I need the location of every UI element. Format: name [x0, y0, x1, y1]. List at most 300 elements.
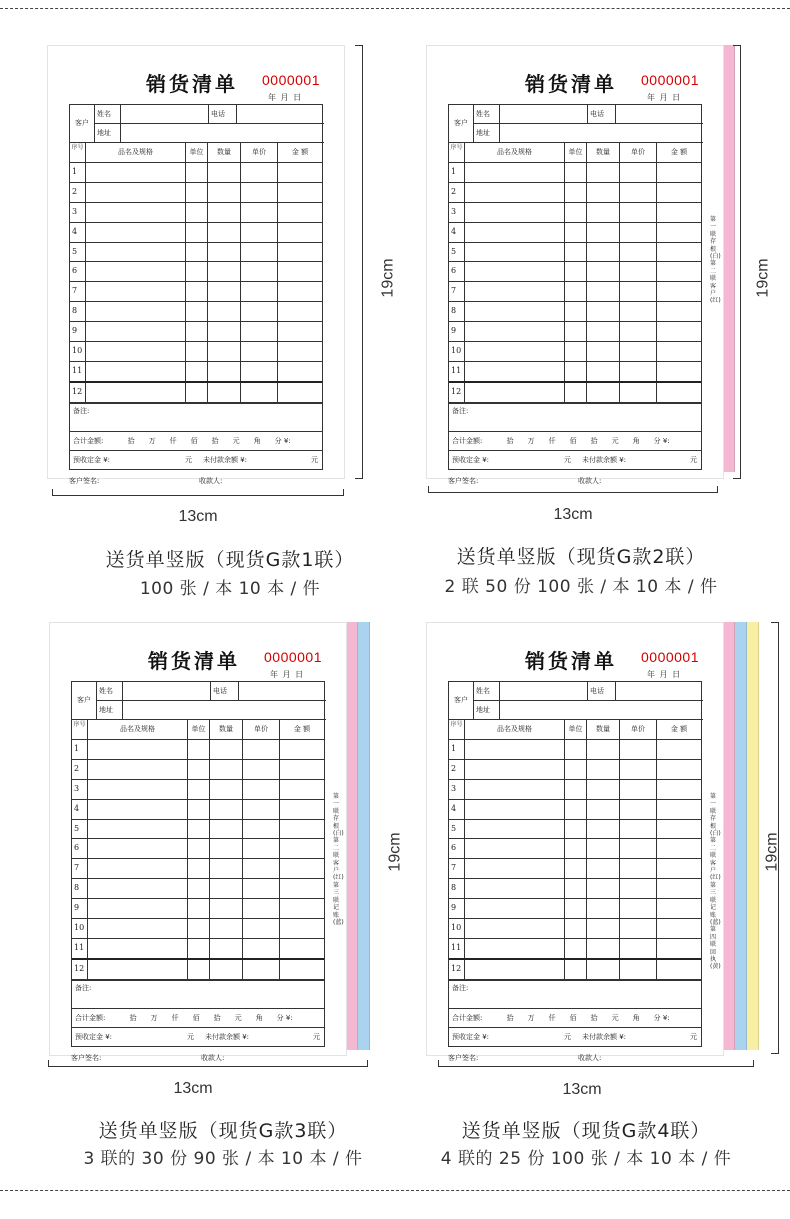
row-number: 10 [449, 919, 465, 938]
table-cell [88, 939, 188, 958]
table-cell [278, 322, 322, 341]
payee-label: 收款人: [199, 476, 223, 485]
note-label: 备注: [75, 983, 92, 992]
table-cell [243, 859, 280, 878]
table-cell [88, 760, 188, 779]
col-amount: 金 额 [293, 725, 311, 733]
table-row [70, 262, 322, 282]
table-cell [188, 859, 210, 878]
table-row [449, 342, 701, 362]
table-cell [243, 899, 280, 918]
total-label: 合计金额: [452, 1013, 483, 1022]
table-cell [657, 302, 701, 321]
table-cell [186, 342, 208, 361]
total-row [448, 432, 702, 451]
product-title: 送货单竖版（现货G款1联） [105, 549, 355, 571]
row-number: 5 [449, 243, 465, 262]
table-cell [657, 899, 701, 918]
yuan-label: 元 [690, 455, 697, 464]
phone-label: 电话 [588, 682, 616, 701]
table-cell [620, 919, 657, 938]
note-label: 备注: [452, 406, 469, 415]
col-unit: 单位 [565, 143, 587, 162]
table-cell [86, 223, 186, 242]
total-unit: 佰 [569, 1013, 577, 1022]
phone-field [239, 682, 326, 701]
table-row [70, 302, 322, 322]
table-cell [587, 362, 620, 381]
payee-label: 收款人: [201, 1053, 225, 1062]
table-cell [208, 322, 241, 341]
col-item: 品名及规格 [465, 143, 565, 162]
table-cell [587, 262, 620, 281]
row-number: 8 [449, 302, 465, 321]
total-unit: 角 [255, 1013, 263, 1022]
form-table [448, 681, 702, 1065]
name-label: 姓名 [474, 682, 500, 701]
table-row [72, 859, 324, 879]
table-cell [620, 740, 657, 759]
total-unit: 角 [632, 1013, 640, 1022]
table-cell [565, 859, 587, 878]
table-row [72, 780, 324, 800]
total-unit: 拾 [506, 436, 514, 445]
table-cell [657, 939, 701, 958]
paper-stack [426, 45, 736, 485]
col-seq: 序号 [72, 720, 88, 739]
address-label: 地址 [474, 124, 500, 143]
table-cell [188, 919, 210, 938]
table-row [72, 800, 324, 820]
table-row [449, 362, 701, 383]
table-row [449, 740, 701, 760]
unpaid-label: 未付款余额 ¥: [582, 455, 627, 464]
table-row [449, 879, 701, 899]
form-sheet [49, 622, 347, 1062]
table-cell [465, 879, 565, 898]
customer-sign-label: 客户签名: [448, 476, 479, 485]
total-unit: 分 ¥: [274, 436, 291, 445]
table-cell [188, 879, 210, 898]
total-unit: 拾 [127, 436, 135, 445]
table-row [70, 342, 322, 362]
table-cell [620, 383, 657, 402]
table-cell [565, 899, 587, 918]
table-row [449, 939, 701, 960]
table-row [449, 163, 701, 183]
name-label: 姓名 [474, 105, 500, 124]
table-cell [186, 322, 208, 341]
signature-row [71, 1053, 325, 1065]
height-ruler [740, 45, 741, 479]
table-cell [565, 839, 587, 858]
table-cell [208, 262, 241, 281]
table-cell [620, 780, 657, 799]
table-cell [565, 302, 587, 321]
row-number: 11 [449, 939, 465, 958]
table-cell [465, 939, 565, 958]
col-unit: 单位 [565, 720, 587, 739]
total-unit: 拾 [211, 436, 219, 445]
col-price: 单价 [241, 143, 278, 162]
table-cell [86, 203, 186, 222]
table-cell [587, 760, 620, 779]
note-row [448, 981, 702, 1009]
table-cell [587, 302, 620, 321]
table-cell [86, 383, 186, 402]
table-cell [280, 780, 324, 799]
row-number: 3 [70, 203, 86, 222]
deposit-row [71, 1028, 325, 1047]
col-seq: 序号 [70, 143, 86, 162]
row-number: 10 [72, 919, 88, 938]
table-cell [587, 939, 620, 958]
date-field: 年 月 日 [647, 93, 682, 102]
table-row [72, 899, 324, 919]
table-cell [208, 342, 241, 361]
table-cell [657, 960, 701, 979]
table-cell [465, 203, 565, 222]
table-cell [620, 939, 657, 958]
table-cell [565, 243, 587, 262]
table-row [449, 302, 701, 322]
table-cell [188, 780, 210, 799]
total-unit: 拾 [129, 1013, 137, 1022]
table-cell [587, 780, 620, 799]
total-unit: 元 [234, 1013, 242, 1022]
serial-number: 0000001 [641, 72, 700, 88]
table-cell [587, 243, 620, 262]
table-cell [188, 960, 210, 979]
col-unit: 单位 [188, 720, 210, 739]
product-spec: 100 张 / 本 10 本 / 件 [139, 579, 321, 599]
table-cell [657, 262, 701, 281]
table-cell [657, 383, 701, 402]
ply-note: 第一联存根(白) 第二联客户(红) 第三联记账(蓝) [333, 793, 344, 926]
product-spec: 2 联 50 份 100 张 / 本 10 本 / 件 [444, 577, 718, 597]
items-table [448, 720, 702, 981]
row-number: 5 [70, 243, 86, 262]
table-cell [465, 800, 565, 819]
total-label: 合计金额: [73, 436, 104, 445]
table-cell [278, 203, 322, 222]
table-cell [188, 899, 210, 918]
table-cell [280, 919, 324, 938]
table-cell [208, 362, 241, 381]
table-cell [186, 163, 208, 182]
table-cell [186, 282, 208, 301]
table-cell [278, 262, 322, 281]
deposit-label: 预收定金 ¥: [75, 1032, 113, 1041]
total-unit: 拾 [590, 1013, 598, 1022]
table-row [449, 243, 701, 263]
table-cell [620, 203, 657, 222]
row-number: 9 [70, 322, 86, 341]
total-unit: 佰 [190, 436, 198, 445]
width-label: 13cm [562, 1081, 602, 1098]
table-cell [565, 879, 587, 898]
table-cell [465, 740, 565, 759]
table-cell [465, 322, 565, 341]
form-title: 销货清单 [148, 649, 240, 673]
width-label: 13cm [173, 1080, 213, 1097]
table-row [70, 282, 322, 302]
phone-label: 电话 [588, 105, 616, 124]
table-cell [620, 879, 657, 898]
total-unit: 元 [611, 436, 619, 445]
col-seq: 序号 [449, 720, 465, 739]
table-cell [657, 223, 701, 242]
customer-label: 客户 [449, 682, 474, 720]
table-cell [86, 262, 186, 281]
signature-row [448, 476, 702, 488]
table-row [70, 203, 322, 223]
table-row [70, 223, 322, 243]
table-cell [587, 879, 620, 898]
table-cell [587, 740, 620, 759]
table-cell [243, 820, 280, 839]
table-cell [241, 362, 278, 381]
customer-sign-label: 客户签名: [69, 476, 100, 485]
deposit-row [448, 1028, 702, 1047]
product-title: 送货单竖版（现货G款3联） [98, 1120, 348, 1142]
table-cell [280, 960, 324, 979]
yuan-label: 元 [564, 1032, 571, 1041]
serial-number: 0000001 [264, 649, 323, 665]
customer-block [448, 104, 702, 143]
table-cell [241, 163, 278, 182]
note-row [71, 981, 325, 1009]
table-cell [657, 740, 701, 759]
table-cell [565, 223, 587, 242]
table-row [70, 243, 322, 263]
row-number: 1 [449, 163, 465, 182]
date-field: 年 月 日 [268, 93, 303, 102]
table-row [449, 183, 701, 203]
table-cell [86, 322, 186, 341]
table-cell [210, 879, 243, 898]
table-cell [88, 879, 188, 898]
table-cell [278, 223, 322, 242]
form-table [69, 104, 323, 488]
unpaid-label: 未付款余额 ¥: [203, 455, 248, 464]
total-unit: 仟 [548, 436, 556, 445]
table-cell [280, 879, 324, 898]
table-cell [465, 282, 565, 301]
address-label: 地址 [95, 124, 121, 143]
row-number: 1 [72, 740, 88, 759]
table-cell [657, 879, 701, 898]
address-field [121, 124, 324, 143]
form-sheet [426, 45, 724, 485]
row-number: 4 [70, 223, 86, 242]
name-field [500, 105, 588, 124]
table-row [449, 919, 701, 939]
table-cell [465, 362, 565, 381]
table-cell [465, 183, 565, 202]
table-cell [280, 839, 324, 858]
paper-stack [47, 45, 345, 485]
table-cell [186, 383, 208, 402]
table-row [72, 760, 324, 780]
table-cell [587, 342, 620, 361]
table-row [449, 780, 701, 800]
table-cell [620, 262, 657, 281]
table-cell [565, 362, 587, 381]
table-cell [88, 960, 188, 979]
table-cell [243, 800, 280, 819]
table-cell [186, 183, 208, 202]
table-cell [620, 322, 657, 341]
customer-label: 客户 [449, 105, 474, 143]
row-number: 6 [449, 839, 465, 858]
table-row [449, 859, 701, 879]
table-cell [465, 899, 565, 918]
table-cell [565, 960, 587, 979]
name-field [500, 682, 588, 701]
row-number: 12 [72, 960, 88, 979]
table-cell [465, 243, 565, 262]
row-number: 2 [70, 183, 86, 202]
form-title: 销货清单 [146, 72, 238, 96]
table-cell [88, 839, 188, 858]
table-cell [210, 899, 243, 918]
table-cell [620, 899, 657, 918]
row-number: 6 [70, 262, 86, 281]
yuan-label: 元 [187, 1032, 194, 1041]
col-qty: 数量 [587, 720, 620, 739]
items-header [449, 720, 701, 740]
table-row [72, 879, 324, 899]
table-cell [278, 243, 322, 262]
table-cell [278, 362, 322, 381]
table-cell [88, 740, 188, 759]
table-cell [188, 820, 210, 839]
table-cell [620, 859, 657, 878]
deposit-label: 预收定金 ¥: [452, 455, 490, 464]
table-cell [278, 282, 322, 301]
table-cell [243, 879, 280, 898]
table-cell [208, 163, 241, 182]
table-cell [657, 282, 701, 301]
form-title: 销货清单 [525, 649, 617, 673]
deposit-row [448, 451, 702, 470]
col-seq: 序号 [449, 143, 465, 162]
table-cell [241, 183, 278, 202]
table-cell [657, 362, 701, 381]
table-row [72, 740, 324, 760]
table-cell [657, 839, 701, 858]
table-cell [88, 800, 188, 819]
signature-row [448, 1053, 702, 1065]
top-divider [0, 8, 790, 9]
table-cell [657, 243, 701, 262]
table-cell [210, 760, 243, 779]
row-number: 3 [449, 203, 465, 222]
table-cell [657, 800, 701, 819]
table-cell [620, 760, 657, 779]
table-cell [241, 383, 278, 402]
row-number: 11 [72, 939, 88, 958]
width-label: 13cm [553, 506, 593, 523]
row-number: 5 [72, 820, 88, 839]
table-cell [86, 302, 186, 321]
row-number: 1 [449, 740, 465, 759]
table-cell [208, 243, 241, 262]
row-number: 11 [449, 362, 465, 381]
table-cell [587, 919, 620, 938]
table-row [449, 760, 701, 780]
table-cell [620, 342, 657, 361]
table-cell [587, 800, 620, 819]
total-unit: 佰 [192, 1013, 200, 1022]
table-cell [565, 919, 587, 938]
table-cell [210, 859, 243, 878]
row-number: 7 [449, 859, 465, 878]
table-cell [565, 282, 587, 301]
product-title: 送货单竖版（现货G款2联） [456, 546, 706, 568]
table-cell [465, 780, 565, 799]
table-cell [465, 820, 565, 839]
table-cell [186, 302, 208, 321]
col-price: 单价 [620, 143, 657, 162]
table-row [449, 322, 701, 342]
table-cell [587, 322, 620, 341]
table-cell [657, 342, 701, 361]
row-number: 9 [449, 322, 465, 341]
table-row [72, 939, 324, 960]
table-cell [86, 183, 186, 202]
table-cell [186, 203, 208, 222]
table-cell [587, 203, 620, 222]
table-cell [620, 223, 657, 242]
table-cell [280, 800, 324, 819]
row-number: 9 [449, 899, 465, 918]
items-table [69, 143, 323, 404]
table-cell [565, 760, 587, 779]
table-cell [278, 183, 322, 202]
row-number: 3 [72, 780, 88, 799]
table-row [449, 800, 701, 820]
height-label: 19cm [379, 258, 397, 298]
table-cell [280, 899, 324, 918]
row-number: 12 [449, 383, 465, 402]
table-cell [657, 760, 701, 779]
table-cell [188, 740, 210, 759]
address-label: 地址 [474, 701, 500, 720]
form-sheet [426, 622, 724, 1062]
table-row [72, 960, 324, 980]
yuan-label: 元 [564, 455, 571, 464]
items-header [70, 143, 322, 163]
table-cell [243, 780, 280, 799]
yuan-label: 元 [690, 1032, 697, 1041]
total-unit: 万 [150, 1013, 158, 1022]
total-unit: 元 [232, 436, 240, 445]
table-cell [587, 839, 620, 858]
table-cell [188, 800, 210, 819]
table-cell [280, 820, 324, 839]
total-unit: 拾 [213, 1013, 221, 1022]
table-cell [241, 342, 278, 361]
table-cell [241, 203, 278, 222]
table-cell [565, 800, 587, 819]
total-unit: 仟 [169, 436, 177, 445]
row-number: 4 [449, 800, 465, 819]
table-row [72, 919, 324, 939]
deposit-row [69, 451, 323, 470]
total-label: 合计金额: [75, 1013, 106, 1022]
